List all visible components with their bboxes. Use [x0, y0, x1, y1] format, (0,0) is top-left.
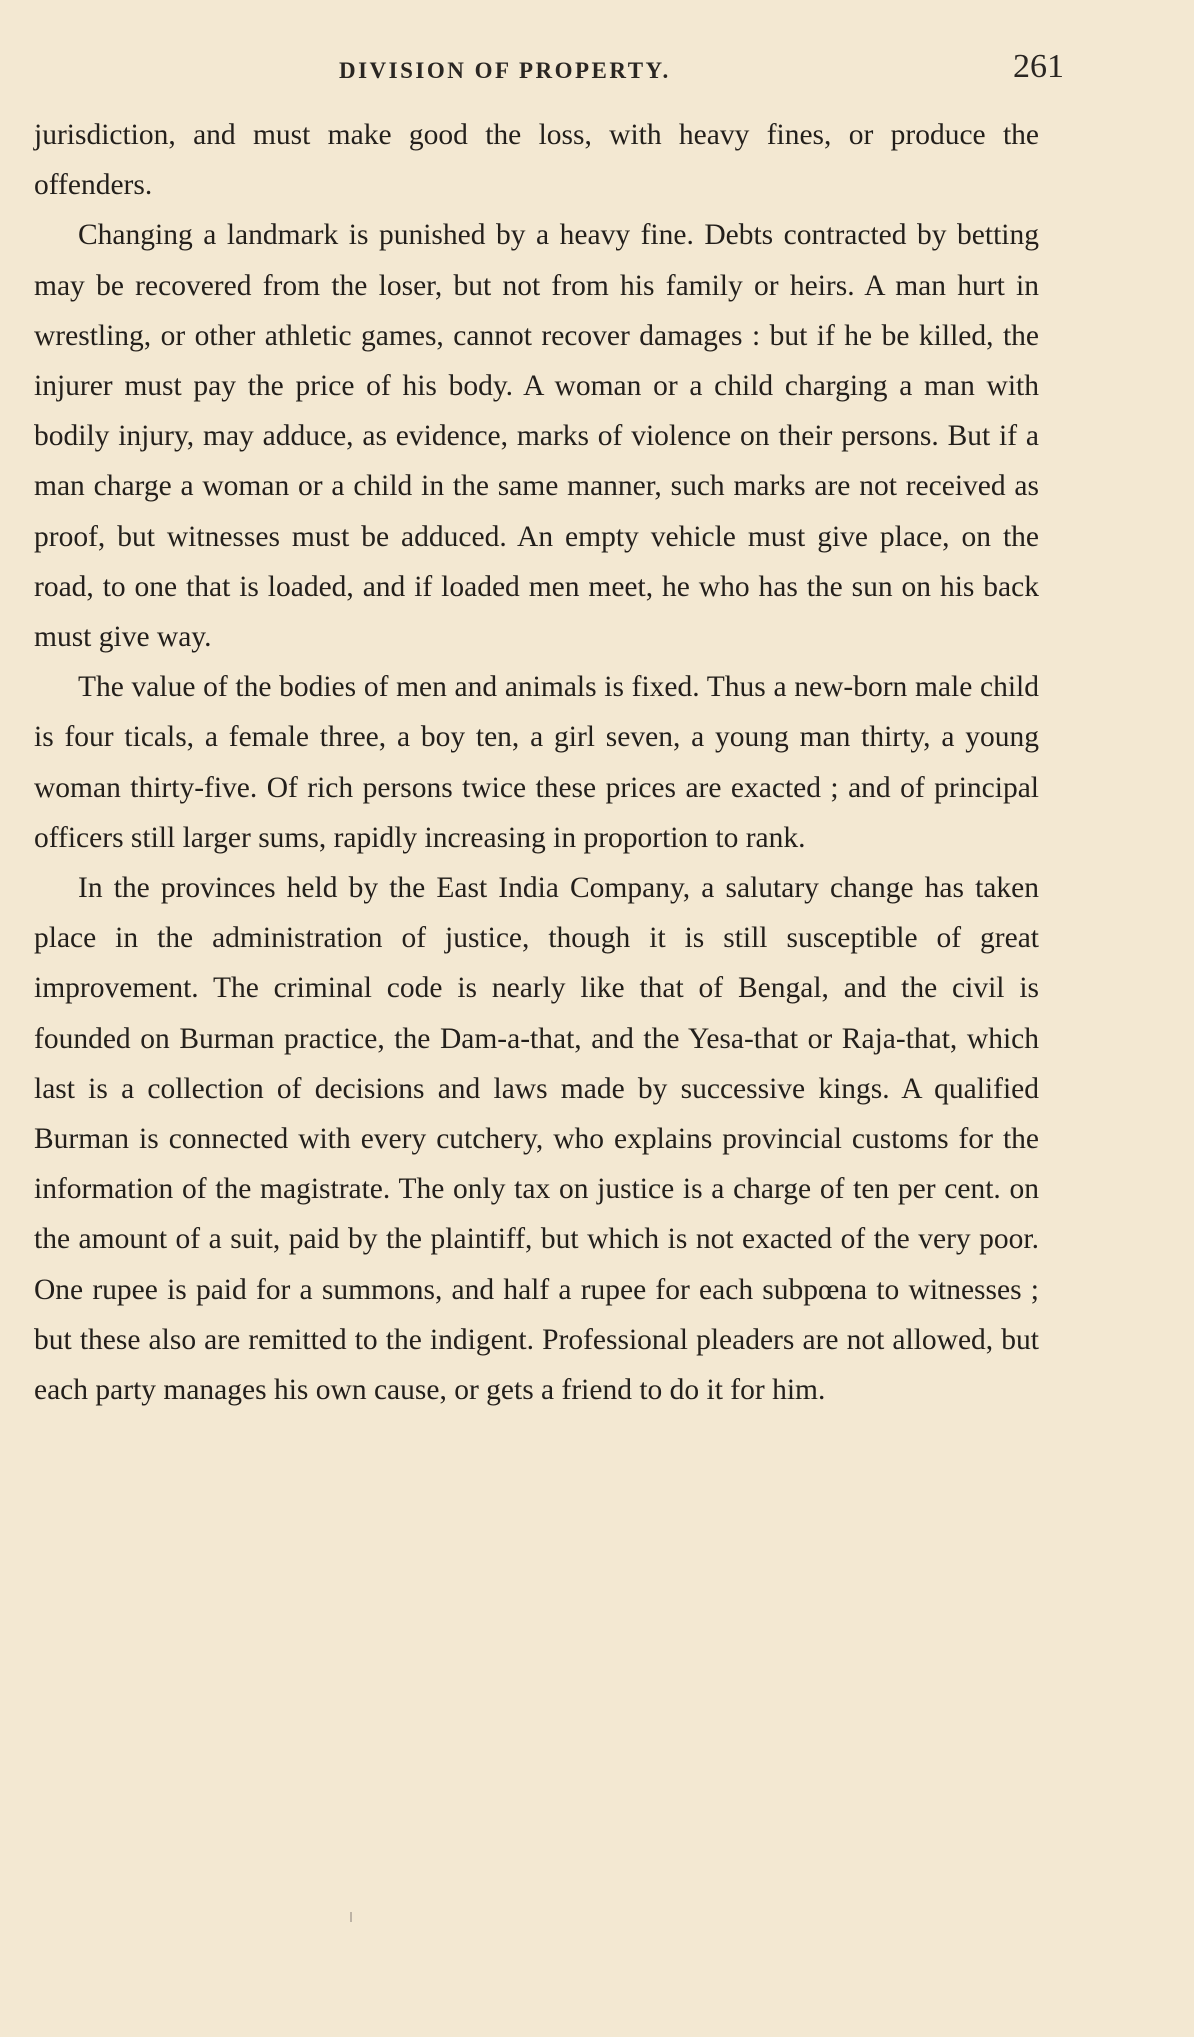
running-head: DIVISION OF PROPERTY. [339, 58, 671, 83]
paragraph-landmark-debts: Changing a landmark is punished by a heavy fine. Debts contracted by betting may be recovered from the loser, but not from his family or heirs. A man hurt in wrestling, or other athletic games, cannot recover damages : but if he be killed, the injurer must pay the price of his body. A woman or a child charging a man with bodily injury, may adduce, as evidence, marks of violence on their persons. But if a man charge a woman or a child in the same manner, such marks are not received as proof, but witnesses must be adduced. An empty vehicle must give place, on the road, to one that is loaded, and if loaded men meet, he who has the sun on his back must give way. [34, 219, 1039, 654]
paragraph-continuation: jurisdiction, and must make good the loss, with heavy fines, or produce the offenders. [34, 119, 1039, 202]
page-number: 261 [1013, 48, 1064, 85]
paragraph-value-of-bodies: The value of the bodies of men and animals is fixed. Thus a new-born male child is four ticals, a female three, a boy ten, a girl seven, a young man thirty, a young woman thirty-five. Of rich persons twice these prices are exacted ; and of principal officers still larger sums, rapidly increasing in proportion to rank. [34, 671, 1039, 854]
printing-mark [350, 1912, 352, 1922]
body-text [34, 110, 1039, 1415]
page-header [34, 48, 1064, 102]
paragraph-east-india-provinces: In the provinces held by the East India Company, a salutary change has taken place in the administration of justice, though it is still susceptible of great improvement. The criminal code is nearly like that of Bengal, and the civil is founded on Burman practice, the Dam-a-that, and the Yesa-that or Raja-that, which last is a collection of decisions and laws made by successive kings. A qualified Burman is connected with every cutchery, who explains provincial customs for the information of the magistrate. The only tax on justice is a charge of ten per cent. on the amount of a suit, paid by the plaintiff, but which is not exacted of the very poor. One rupee is paid for a summons, and half a rupee for each subpœna to witnesses ; but these also are remitted to the indigent. Professional pleaders are not allowed, but each party manages his own cause, or gets a friend to do it for him. [34, 872, 1039, 1407]
